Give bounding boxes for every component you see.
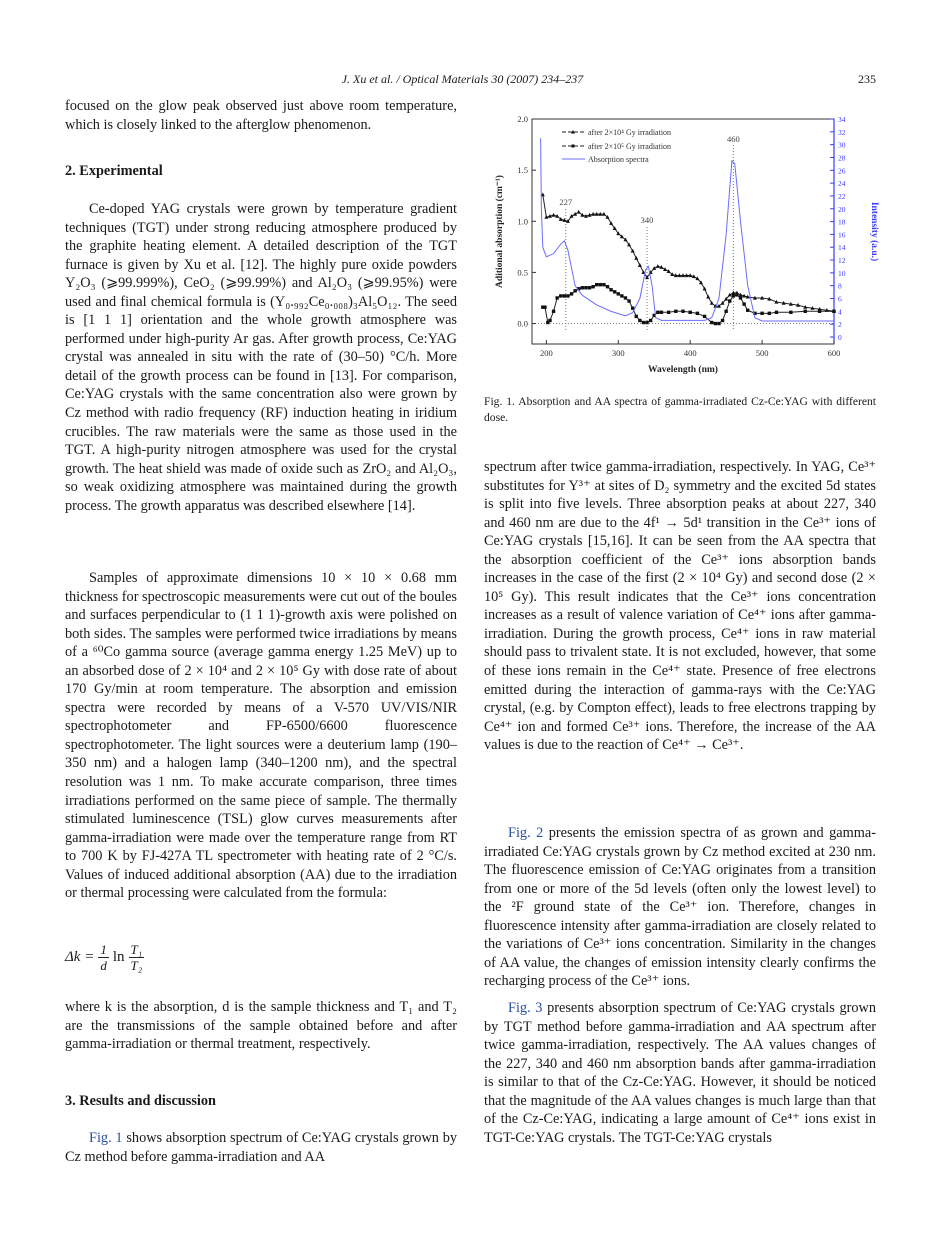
page-number: 235	[858, 72, 876, 86]
square-marker	[742, 302, 745, 305]
square-marker	[627, 299, 630, 302]
square-marker	[714, 322, 717, 325]
triangle-marker	[656, 264, 660, 268]
square-marker	[617, 292, 620, 295]
square-marker	[563, 294, 566, 297]
results-text: presents the emission spectra of as grown and gamma-irradiated Ce:YAG crystals grown by Cz method excited at 230 nm. The fluorescence emission of Ce:YAG originates from a transition from one or more of the 5d levels (often only the lowest level) to the ²F ground state of the Ce³⁺ ion. Therefore, changes in fluorescence intensity after gamma-irradiation are closely related to the variations of Ce³⁺ ions concentration. Similarity in the changes of AA value, the changes of emission intensity clearly confirms the recharging process of the Ce³⁺ ions.	[484, 825, 877, 990]
square-marker	[559, 294, 562, 297]
square-marker	[688, 311, 691, 314]
square-marker	[591, 285, 594, 288]
square-marker	[638, 319, 641, 322]
triangle-marker	[577, 210, 581, 214]
square-marker	[721, 319, 724, 322]
square-marker	[775, 311, 778, 314]
y-axis-label: Aditional absorption (cm⁻¹)	[495, 175, 505, 288]
square-marker	[667, 311, 670, 314]
square-marker	[656, 311, 659, 314]
running-head: J. Xu et al. / Optical Materials 30 (2007) 234–237	[341, 72, 584, 86]
y2-tick-label: 14	[838, 243, 846, 253]
triangle-marker	[706, 295, 710, 299]
y-tick-label: 0.0	[517, 318, 528, 329]
experimental-paragraph-1: Ce-doped YAG crystals were grown by temperature gradient techniques (TGT) under strong reducing atmosphere produced by the graphite heating element. A detailed description of the TGT furnace is given by Xu et al. [12]. The highly pure oxide powders Y₂O₃ (⩾99.999%), CeO₂ (⩾99.99%) and Al₂O₃ (⩾99.95%) were used and final chemical formula is (Y₀.₉₉₂Ce₀.₀₀₈)₃Al₅O₁₂. The seed is [1 1 1] orientation and the whole growth atmosphere was performed under high-purity Ar gas. After growth process, Ce:YAG crystal was annealed in situ with the rate of (30–50) °C/h. More detail of the growth process can be found in [13]. For comparison, Ce:YAG crystals with the same concentration also were grown by Cz method with radio frequency (RF) induction heating in iridium crucibles. The raw materials were the same as those used in the TGT. A high-purity nitrogen atmosphere was used for the crystal growth. The heat shield was made of oxide such as ZrO₂ and Al₂O₃, so weak oxidizing atmosphere was maintained during the growth process. The growth apparatus was described elsewhere [14].	[65, 201, 457, 514]
square-marker	[642, 321, 645, 324]
y2-tick-label: 2	[838, 320, 842, 330]
y2-tick-label: 6	[838, 294, 842, 304]
square-marker	[660, 311, 663, 314]
square-marker	[602, 283, 605, 286]
square-marker	[570, 292, 573, 295]
y2-tick-label: 8	[838, 281, 842, 291]
y2-tick-label: 30	[838, 140, 846, 150]
square-marker	[832, 310, 835, 313]
square-marker	[555, 296, 558, 299]
fig3-link[interactable]: Fig. 3	[508, 1000, 543, 1016]
y2-tick-label: 24	[838, 179, 846, 189]
y2-tick-label: 26	[838, 166, 846, 176]
y2-tick-label: 22	[838, 191, 846, 201]
x-tick-label: 400	[683, 348, 697, 358]
square-marker	[760, 312, 763, 315]
y2-tick-label: 28	[838, 153, 846, 163]
y2-tick-label: 18	[838, 217, 846, 227]
intro-paragraph-end: focused on the glow peak observed just above room temperature, which is closely linked to the afterglow phenomenon.	[65, 98, 457, 133]
square-marker	[606, 285, 609, 288]
square-marker	[804, 310, 807, 313]
square-marker	[732, 294, 735, 297]
fig1-link[interactable]: Fig. 1	[89, 1130, 123, 1146]
square-marker	[681, 310, 684, 313]
square-marker	[739, 296, 742, 299]
square-marker	[703, 315, 706, 318]
peak-label: 227	[559, 197, 573, 207]
formula-lhs: Δk =	[65, 949, 95, 965]
y-tick-label: 1.5	[517, 165, 528, 176]
y2-tick-label: 32	[838, 127, 846, 137]
formula-explanation: where k is the absorption, d is the sample thickness and T₁ and T₂ are the transmissions of the sample obtained before and after gamma-irradiation or thermal treatment, respectively.	[65, 999, 457, 1053]
legend-entry: after 2×10⁴ Gy irradiation	[588, 128, 672, 137]
experimental-paragraph-2: Samples of approximate dimensions 10 × 10 × 0.68 mm thickness for spectroscopic measurements were cut out of the boules and surfaces perpendicular to (1 1 1)-growth axis were polished on both sides. The samples were performed twice irradiations by means of a ⁶⁰Co gamma source (average gamma energy 1.25 MeV) up to an absorbed dose of 2 × 10⁴ and 2 × 10⁵ Gy with dose rate of about 170 Gy/min at room temperature. The absorption and emission spectra were recorded by means of a V-570 UV/VIS/NIR spectrophotometer and FP-6500/6600 fluorescence spectrophotometer. The light sources were a deuterium lamp (190–350 nm) and a halogen lamp (340–1200 nm), and the spectral resolution was 1 nm. To make accurate comparison, three times irradiations performed on the same piece of sample. The thermally stimulated luminescence (TSL) glow curves measurements after gamma-irradiation were made over the temperature range from RT to 700 K by FJ-427A TL spectrometer with heating rate of 2 °C/s. Values of induced additional absorption (AA) due to the irradiation or thermal processing were calculated from the formula:	[65, 570, 457, 902]
fig2-link[interactable]: Fig. 2	[508, 825, 544, 841]
y2-tick-label: 10	[838, 268, 846, 278]
square-marker	[566, 294, 569, 297]
square-marker	[789, 311, 792, 314]
square-marker	[746, 309, 749, 312]
square-marker	[613, 290, 616, 293]
square-marker	[635, 315, 638, 318]
square-marker	[599, 283, 602, 286]
formula-ln: ln	[112, 949, 125, 965]
series-line-1	[543, 195, 834, 312]
triangle-marker	[638, 263, 642, 267]
results-paragraph-1	[65, 1129, 457, 1166]
square-marker	[609, 288, 612, 291]
triangle-marker	[634, 256, 638, 260]
square-marker	[710, 321, 713, 324]
figure-1-chart	[480, 105, 880, 405]
triangle-marker	[552, 213, 556, 217]
formula-den: T₂	[130, 958, 143, 973]
square-marker	[768, 312, 771, 315]
formula-fraction-2	[129, 942, 145, 973]
legend-entry: after 2×10⁵ Gy irradiation	[588, 142, 672, 151]
square-marker	[581, 286, 584, 289]
square-marker	[717, 322, 720, 325]
figure-caption: Fig. 1. Absorption and AA spectra of gamma-irradiated Cz-Ce:YAG with different dose.	[484, 395, 876, 424]
legend-square-marker	[572, 145, 575, 148]
square-marker	[624, 296, 627, 299]
results-paragraph-3	[484, 824, 876, 991]
x-tick-label: 500	[755, 348, 769, 358]
y-tick-label: 0.5	[517, 267, 528, 278]
results-paragraph-2: spectrum after twice gamma-irradiation, respectively. In YAG, Ce³⁺ substitutes for Y³⁺ at sites of D₂ symmetry and the excited 5d states is split into five levels. Three absorption peaks at about 227, 340 and 460 nm are due to the 4f¹ → 5d¹ transition in the Ce³⁺ ions of Ce:YAG crystals [15,16]. It can be seen from the AA spectra that the absorption coefficient of the Ce³⁺ ions absorption bands increases in the case of the first (2 × 10⁴ Gy) and second dose (2 × 10⁵ Gy). This result indicates that the Ce³⁺ ions concentration increases as a result of valence variation of Ce⁴⁺ ions after gamma-irradiation. During the growth process, Ce⁴⁺ ions in raw material should pass to trivalent state. It is not excluded, however, that some of these ions remain in the Ce⁴⁺ state. Presence of free electrons emitted during the interaction of gamma-rays with the Ce:YAG crystal, (e.g. by Compton effect), leads to free electrons trapping by Ce⁴⁺ ion and formed Ce³⁺ ions. Therefore, the increase of the AA values is due to the reaction of Ce⁴⁺ → Ce³⁺.	[484, 459, 876, 754]
square-marker	[696, 312, 699, 315]
peak-label: 460	[726, 134, 740, 144]
square-marker	[584, 286, 587, 289]
x-tick-label: 300	[611, 348, 625, 358]
peak-label: 340	[640, 215, 654, 225]
square-marker	[620, 294, 623, 297]
square-marker	[649, 319, 652, 322]
square-marker	[548, 319, 551, 322]
square-marker	[674, 310, 677, 313]
aa-formula	[65, 942, 144, 973]
x-tick-label: 600	[827, 348, 841, 358]
results-paragraph-4	[484, 999, 876, 1147]
square-marker	[728, 299, 731, 302]
y-tick-label: 2.0	[517, 114, 528, 124]
square-marker	[573, 289, 576, 292]
formula-den: d	[100, 958, 107, 973]
results-text: shows absorption spectrum of Ce:YAG crystals grown by Cz method before gamma-irradiation and AA	[65, 1130, 457, 1165]
y2-tick-label: 16	[838, 230, 846, 240]
formula-fraction-1	[98, 942, 109, 973]
y-tick-label: 1.0	[517, 216, 528, 227]
square-marker	[818, 310, 821, 313]
y2-axis-label: Intensity (a.u.)	[869, 201, 879, 262]
formula-num: T₁	[130, 942, 143, 957]
square-marker	[543, 305, 546, 308]
square-marker	[595, 283, 598, 286]
legend-entry: Absorption spectra	[588, 155, 649, 164]
square-marker	[735, 293, 738, 296]
y2-tick-label: 20	[838, 204, 846, 214]
square-marker	[724, 310, 727, 313]
x-axis-label: Wavelength (nm)	[648, 365, 718, 375]
y2-tick-label: 34	[838, 115, 846, 124]
square-marker	[588, 286, 591, 289]
series-line-3	[541, 138, 834, 321]
results-text: presents absorption spectrum of Ce:YAG crystals grown by TGT method before gamma-irradiation and AA spectrum after twice gamma-irradiation, respectively. The AA values changes of the 227, 340 and 460 nm absorption bands after gamma-irradiation is similar to that of the Cz-Ce:YAG. However, it should be noticed that the magnitude of the AA values changes is much large than that of the Cz-Ce:YAG, indicating a large amount of Ce⁴⁺ ions exist in TGT-Ce:YAG crystals. The TGT-Ce:YAG crystals	[484, 1000, 876, 1146]
y2-tick-label: 0	[838, 333, 842, 342]
square-marker	[552, 310, 555, 313]
square-marker	[645, 321, 648, 324]
y2-tick-label: 4	[838, 307, 842, 317]
y2-tick-label: 12	[838, 256, 846, 266]
x-tick-label: 200	[540, 348, 553, 358]
section-heading-experimental: 2. Experimental	[65, 163, 163, 179]
section-heading-results: 3. Results and discussion	[65, 1093, 216, 1109]
formula-num: 1	[100, 942, 107, 957]
